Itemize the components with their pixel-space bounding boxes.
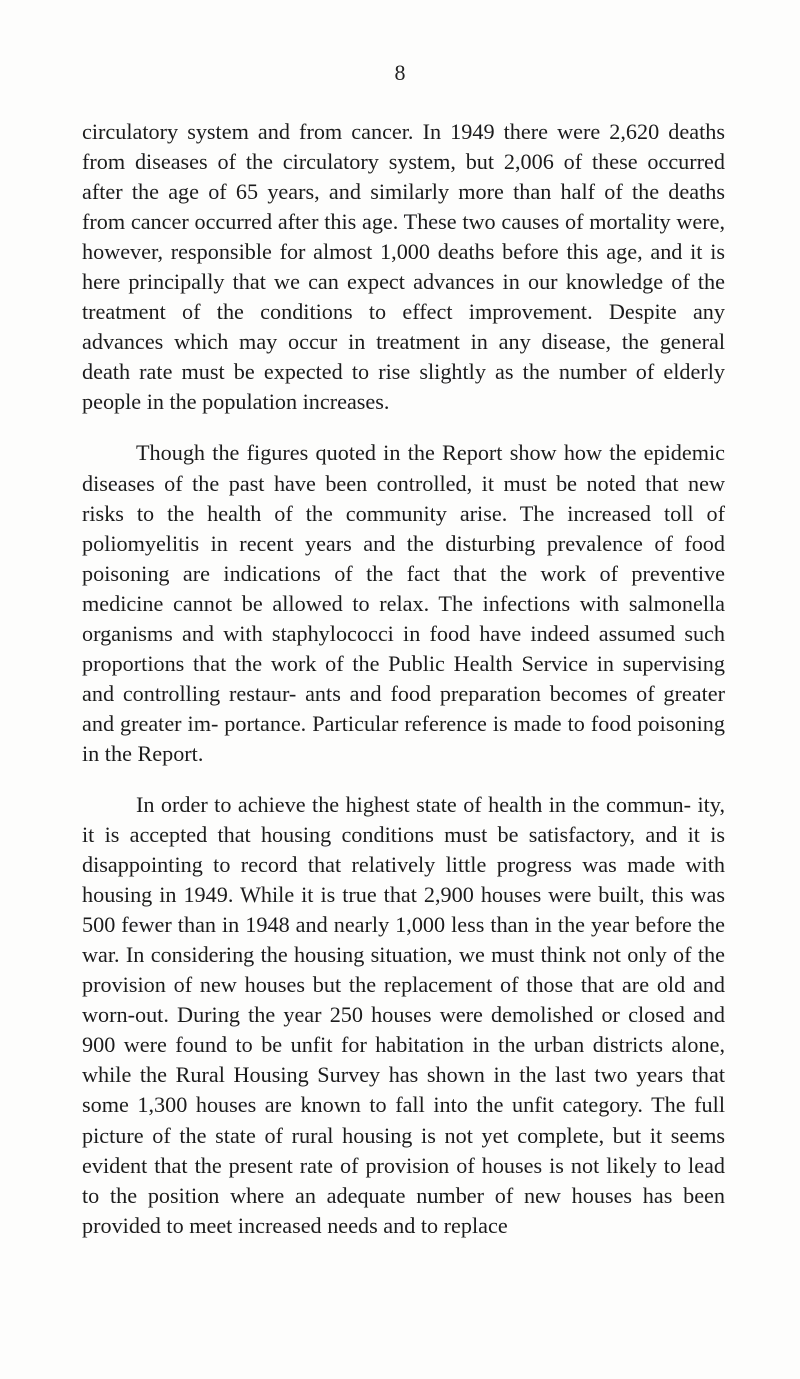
paragraph-epidemic-risks: Though the figures quoted in the Report show how the epidemic diseases of the past have been controlled, it must be noted that new risks to the health of the community arise. The increased toll of poliomyelitis in recent years and the disturbing prevalence of food poisoning are indications of the fact that the work of preventive medicine cannot be allowed to relax. The infections with salmonella organisms and with staphylococci in food have indeed assumed such proportions that the work of the Public Health Service in supervising and controlling restaur- ants and food preparation becomes of greater and greater im- portance. Particular reference is made to food poisoning in the Report. <box>82 440 725 766</box>
page-number: 8 <box>394 60 406 85</box>
paragraph-continuation: circulatory system and from cancer. In 1949 there were 2,620 deaths from diseases of the circulatory system, but 2,006 of these occurred after the age of 65 years, and similarly more than half of the deaths from cancer occurred after this age. These two causes of mortality were, however, responsible for almost 1,000 deaths before this age, and it is here principally that we can expect advances in our knowledge of the treatment of the conditions to effect improvement. Despite any advances which may occur in treatment in any disease, the general death rate must be expected to rise slightly as the number of elderly people in the population increases. <box>82 119 725 415</box>
body-text <box>82 117 725 1241</box>
paragraph-housing: In order to achieve the highest state of health in the commun- ity, it is accepted that housing conditions must be satisfactory, and it is disappointing to record that relatively little progress was made with housing in 1949. While it is true that 2,900 houses were built, this was 500 fewer than in 1948 and nearly 1,000 less than in the year before the war. In considering the housing situation, we must think not only of the provision of new houses but the replacement of those that are old and worn-out. During the year 250 houses were demolished or closed and 900 were found to be unfit for habitation in the urban districts alone, while the Rural Housing Survey has shown in the last two years that some 1,300 houses are known to fall into the unfit category. The full picture of the state of rural housing is not yet complete, but it seems evident that the present rate of provision of houses is not likely to lead to the position where an adequate number of new houses has been provided to meet increased needs and to replace <box>82 791 725 1238</box>
